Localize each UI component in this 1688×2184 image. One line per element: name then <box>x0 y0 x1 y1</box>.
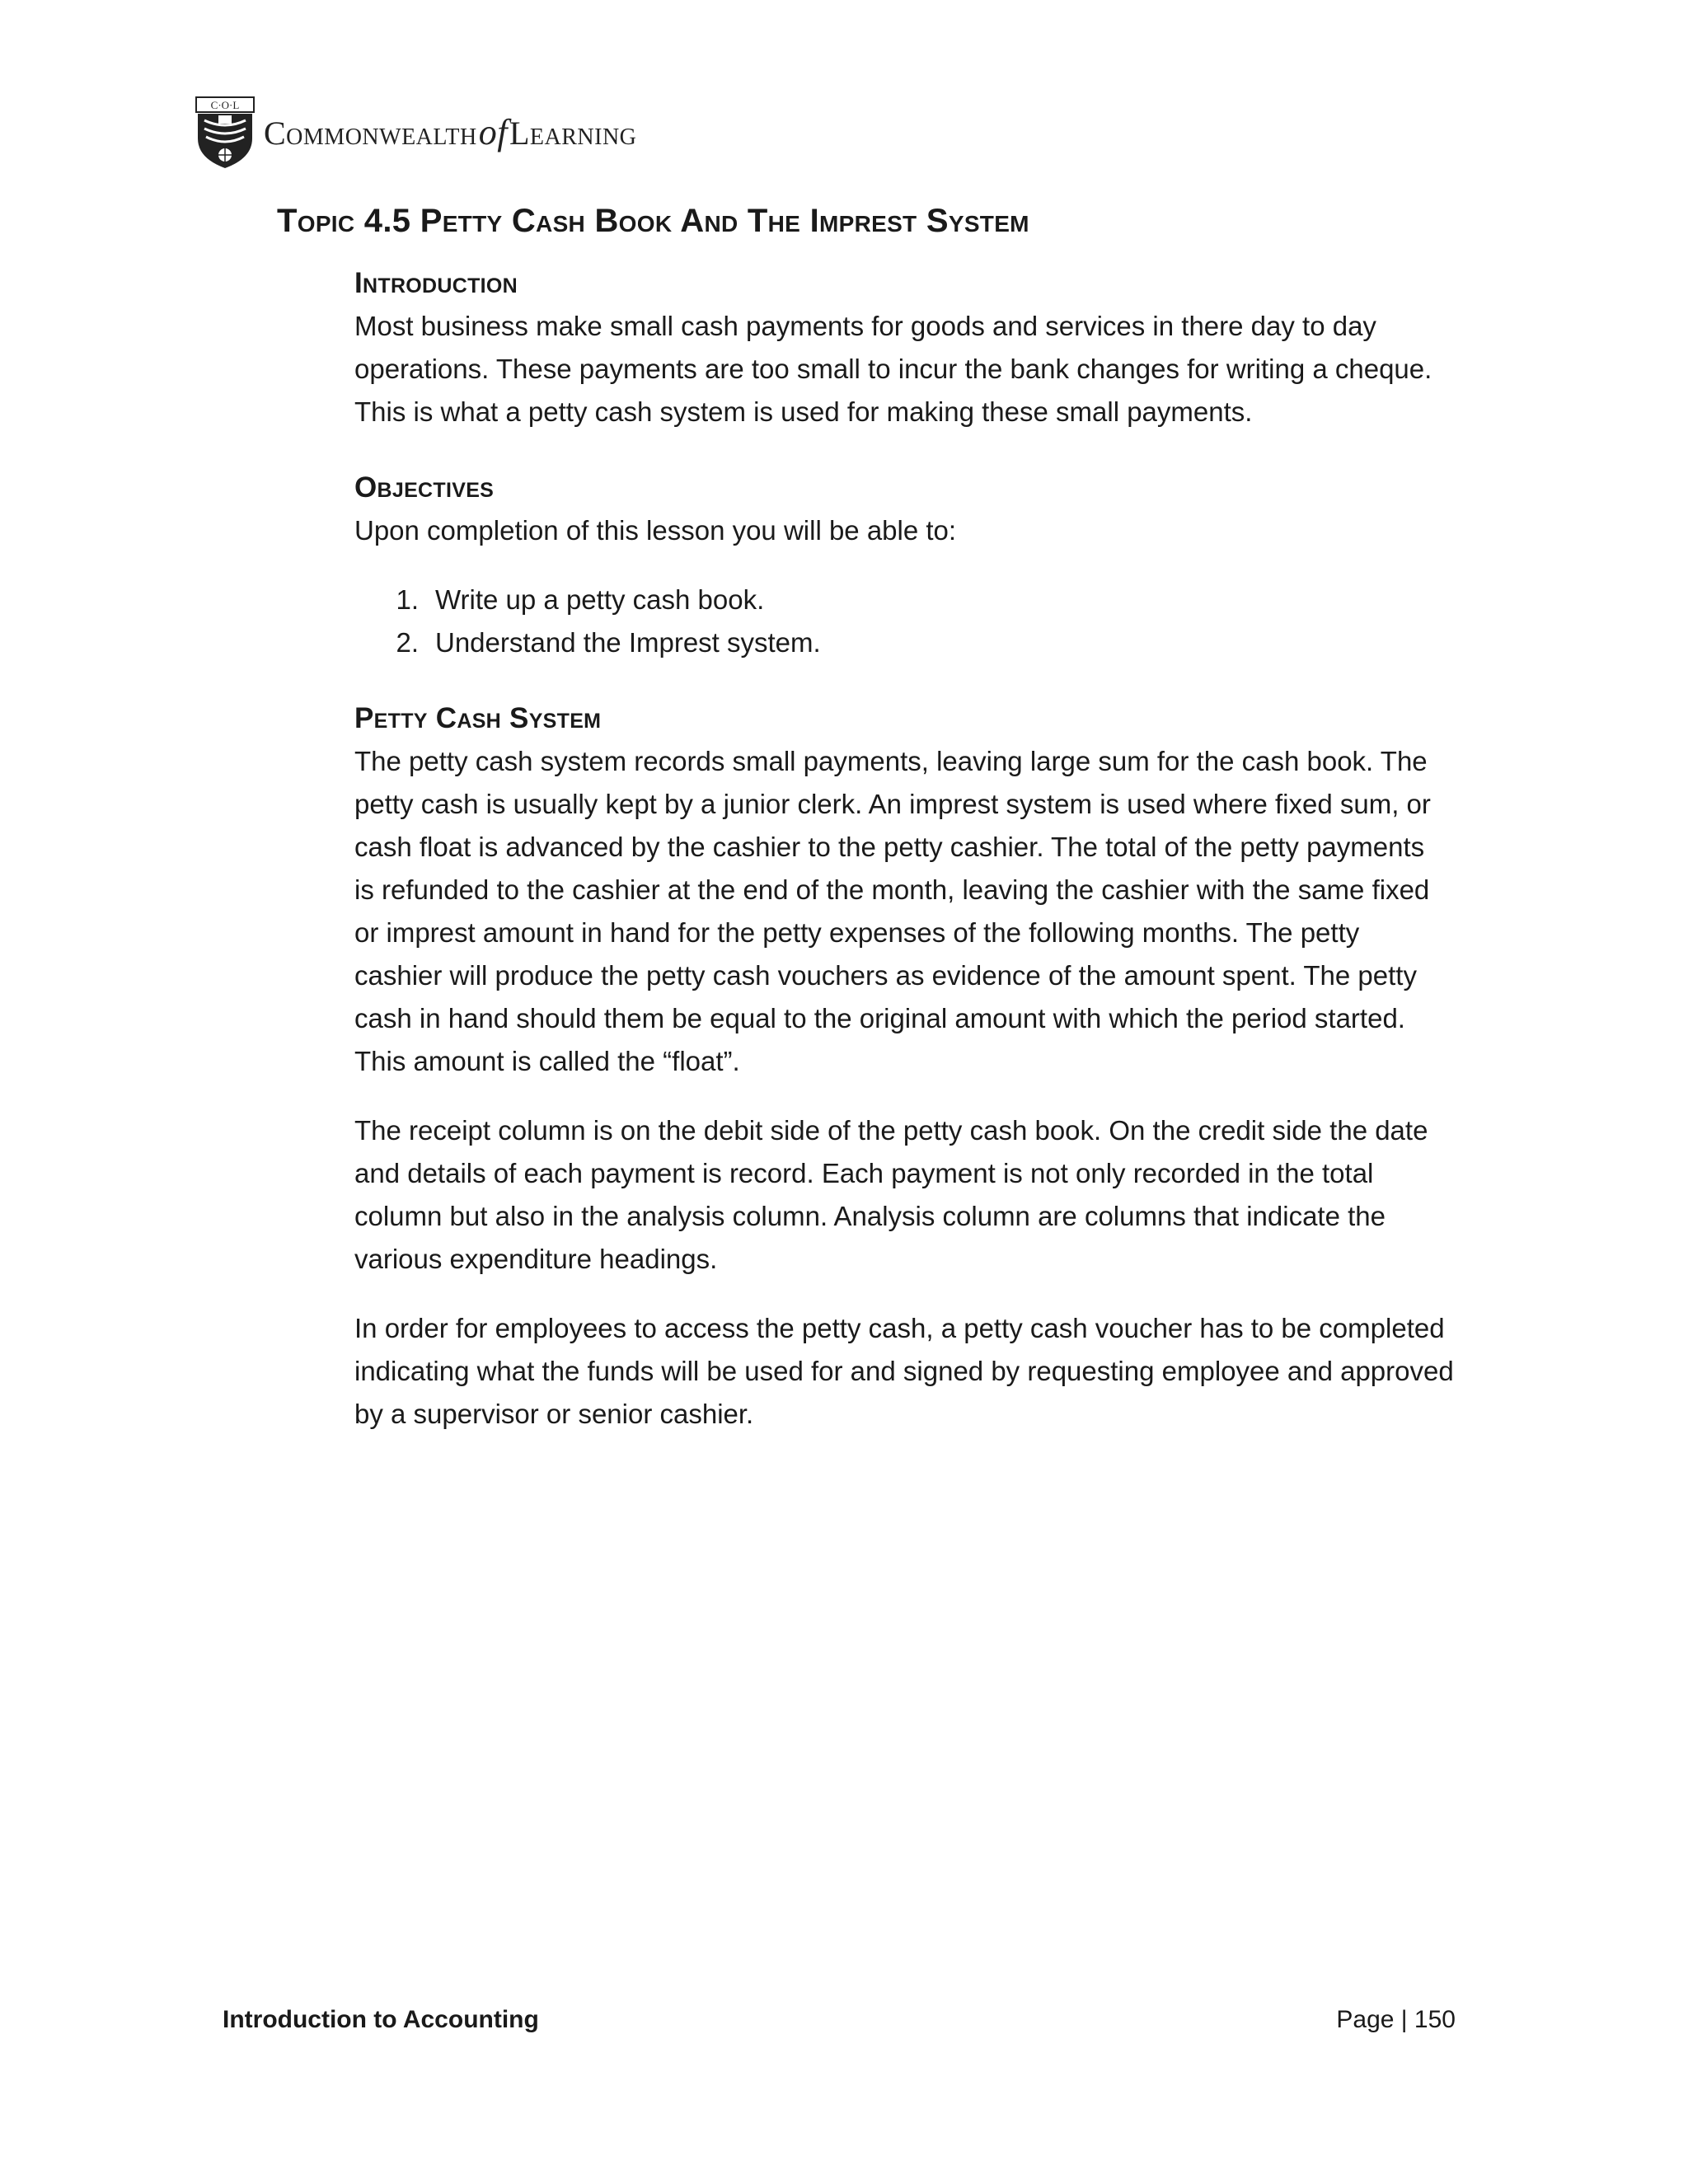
list-item: 2. Understand the Imprest system. <box>396 627 821 658</box>
paragraph-line: The petty cash system records small payments, leaving large sum for the cash book. The <box>354 746 1428 776</box>
introduction-section <box>354 267 1500 434</box>
footer-page-number: Page | 150 <box>1336 2006 1456 2033</box>
paragraph-line: The receipt column is on the debit side of the petty cash book. On the credit side the date <box>354 1115 1428 1146</box>
list-item: 1. Write up a petty cash book. <box>396 584 765 615</box>
paragraph-line: In order for employees to access the petty cash, a petty cash voucher has to be completed <box>354 1313 1445 1343</box>
petty-cash-paragraph-2 <box>354 1109 1500 1281</box>
org-name: CommonwealthofLearning <box>264 112 637 152</box>
introduction-line: operations. These payments are too small to incur the bank changes for writing a cheque. <box>354 354 1432 384</box>
objectives-section <box>354 471 1500 664</box>
introduction-heading: Introduction <box>354 267 518 299</box>
introduction-line: Most business make small cash payments for goods and services in there day to day <box>354 311 1376 341</box>
col-seal-icon <box>195 96 256 170</box>
petty-cash-heading: Petty Cash System <box>354 702 602 734</box>
paragraph-line: and details of each payment is record. Each payment is not only recorded in the total <box>354 1158 1374 1188</box>
introduction-line: This is what a petty cash system is used for making these small payments. <box>354 396 1253 427</box>
footer-course-title: Introduction to Accounting <box>223 2006 539 2033</box>
paragraph-line: cashier will produce the petty cash vouchers as evidence of the amount spent. The petty <box>354 960 1417 991</box>
org-logo <box>195 96 636 170</box>
paragraph-line: is refunded to the cashier at the end of the month, leaving the cashier with the same fixed <box>354 874 1430 905</box>
paragraph-line: cash in hand should them be equal to the original amount with which the period started. <box>354 1003 1405 1033</box>
paragraph-line: or imprest amount in hand for the petty expenses of the following months. The petty <box>354 917 1360 948</box>
paragraph-line: petty cash is usually kept by a junior clerk. An imprest system is used where fixed sum, or <box>354 789 1431 819</box>
paragraph-line: indicating what the funds will be used for and signed by requesting employee and approved <box>354 1356 1454 1386</box>
petty-cash-paragraph-3 <box>354 1307 1500 1436</box>
paragraph-line: various expenditure headings. <box>354 1244 718 1274</box>
paragraph-line: by a supervisor or senior cashier. <box>354 1399 754 1429</box>
objectives-intro: Upon completion of this lesson you will be able to: <box>354 515 957 546</box>
paragraph-line: column but also in the analysis column. Analysis column are columns that indicate the <box>354 1201 1386 1231</box>
petty-cash-paragraph-1 <box>354 740 1500 1083</box>
petty-cash-section <box>354 702 1500 1436</box>
objectives-heading: Objectives <box>354 471 495 504</box>
paragraph-line: This amount is called the “float”. <box>354 1046 740 1076</box>
objectives-list <box>354 579 1500 664</box>
svg-text:C·O·L: C·O·L <box>210 99 240 111</box>
paragraph-line: cash float is advanced by the cashier to the petty cashier. The total of the petty payments <box>354 832 1425 862</box>
topic-title: Topic 4.5 Petty Cash Book And The Imprest System <box>277 203 1029 239</box>
